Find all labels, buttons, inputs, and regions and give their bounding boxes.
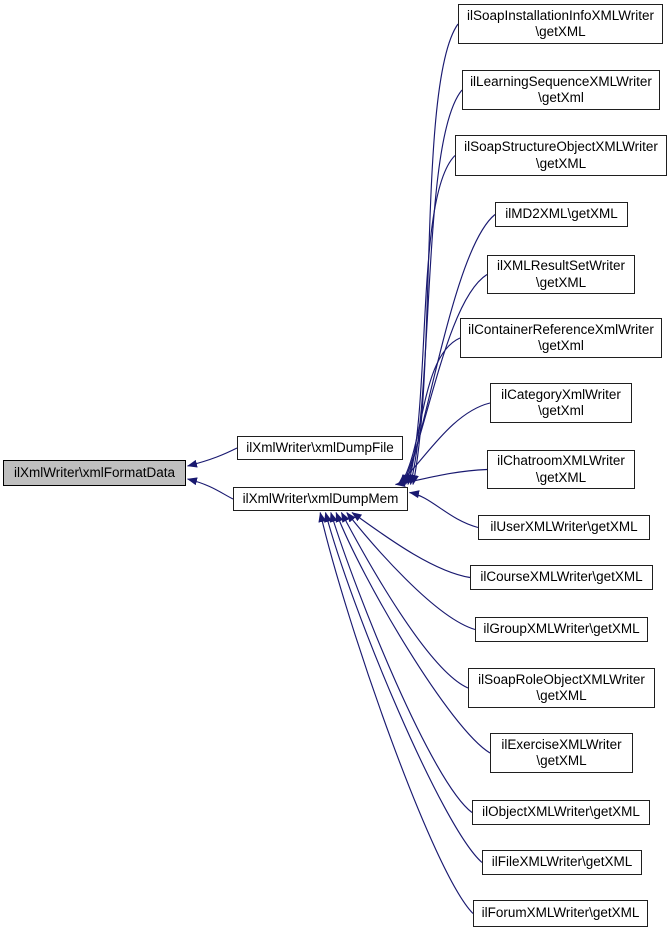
edge-course-to-xmldumpmem bbox=[352, 513, 470, 578]
node-label-line: \getXML bbox=[536, 753, 587, 768]
node-label-line: ilLearningSequenceXMLWriter bbox=[470, 73, 652, 89]
node-label-line: \getXML bbox=[535, 155, 587, 171]
edge-user-to-xmldumpmem bbox=[410, 493, 479, 528]
node-label-line: ilXMLResultSetWriter bbox=[496, 258, 626, 273]
edge-category-to-xmldumpmem bbox=[398, 403, 490, 485]
node-label-line: ilSoapRoleObjectXMLWriter bbox=[478, 671, 645, 687]
graph-node-xmlformatdata bbox=[3, 460, 186, 486]
graph-node-soapinstallationinfo[interactable] bbox=[458, 4, 663, 44]
node-label-line: \getXml bbox=[538, 338, 584, 353]
node-label-line: \getXML bbox=[535, 469, 587, 485]
graph-node-xmldumpfile[interactable] bbox=[237, 436, 403, 460]
node-label-line: ilChatroomXMLWriter bbox=[497, 453, 625, 468]
edge-xmldumpfile-to-xmlformatdata bbox=[188, 448, 238, 466]
node-label-line: ilGroupXMLWriter\getXML bbox=[483, 621, 640, 637]
node-label-line: ilXmlWriter\xmlFormatData bbox=[13, 464, 175, 480]
graph-node-object[interactable] bbox=[472, 800, 650, 825]
node-label-line: ilObjectXMLWriter\getXML bbox=[482, 804, 640, 820]
edge-xmldumpmem-to-xmlformatdata bbox=[188, 479, 234, 499]
graph-node-learningsequence[interactable] bbox=[462, 70, 660, 110]
graph-node-user[interactable] bbox=[478, 515, 650, 540]
node-label-line: \getXML bbox=[535, 24, 586, 39]
node-label-line: \getXML bbox=[535, 274, 587, 290]
graph-node-containerreference[interactable] bbox=[460, 318, 662, 358]
node-label-line: \getXml bbox=[538, 403, 584, 418]
graph-node-category[interactable] bbox=[490, 383, 632, 423]
graph-node-file[interactable] bbox=[482, 850, 642, 875]
node-label-line: ilMD2XML\getXML bbox=[505, 206, 618, 222]
node-label-line: ilSoapStructureObjectXMLWriter bbox=[464, 139, 658, 154]
node-label-line: \getXML bbox=[536, 688, 587, 703]
edge-xmlresultset-to-xmldumpmem bbox=[403, 275, 487, 485]
graph-node-chatroom[interactable] bbox=[487, 450, 635, 489]
node-label-line: ilContainerReferenceXmlWriter bbox=[468, 321, 654, 337]
graph-node-soaproleobject[interactable] bbox=[468, 668, 655, 708]
node-label-line: ilFileXMLWriter\getXML bbox=[491, 854, 633, 870]
graph-node-md2xml[interactable] bbox=[495, 202, 628, 227]
edge-soapstructureobject-to-xmldumpmem bbox=[408, 156, 455, 485]
graph-node-soapstructureobject[interactable] bbox=[455, 135, 667, 176]
graph-node-group[interactable] bbox=[475, 617, 648, 642]
node-label-line: ilXmlWriter\xmlDumpFile bbox=[246, 439, 394, 455]
graph-node-xmlresultset[interactable] bbox=[487, 255, 635, 294]
node-label-line: \getXml bbox=[538, 90, 584, 105]
node-label-line: ilXmlWriter\xmlDumpMem bbox=[242, 490, 399, 506]
graph-node-exercise[interactable] bbox=[490, 733, 633, 773]
node-label-line: ilCategoryXmlWriter bbox=[501, 386, 621, 402]
edge-soapinstallationinfo-to-xmldumpmem bbox=[413, 24, 458, 485]
node-label-line: ilForumXMLWriter\getXML bbox=[481, 905, 640, 921]
edge-containerreference-to-xmldumpmem bbox=[401, 338, 461, 485]
graph-node-forum[interactable] bbox=[473, 900, 648, 927]
edge-forum-to-xmldumpmem bbox=[320, 513, 473, 914]
graph-node-xmldumpmem[interactable] bbox=[233, 487, 408, 511]
node-label-line: ilCourseXMLWriter\getXML bbox=[480, 569, 643, 585]
edge-soaproleobject-to-xmldumpmem bbox=[341, 513, 468, 689]
graph-node-course[interactable] bbox=[470, 565, 653, 590]
node-label-line: ilUserXMLWriter\getXML bbox=[490, 519, 638, 535]
node-label-line: ilExerciseXMLWriter bbox=[501, 736, 622, 752]
node-label-line: ilSoapInstallationInfoXMLWriter bbox=[466, 7, 655, 23]
